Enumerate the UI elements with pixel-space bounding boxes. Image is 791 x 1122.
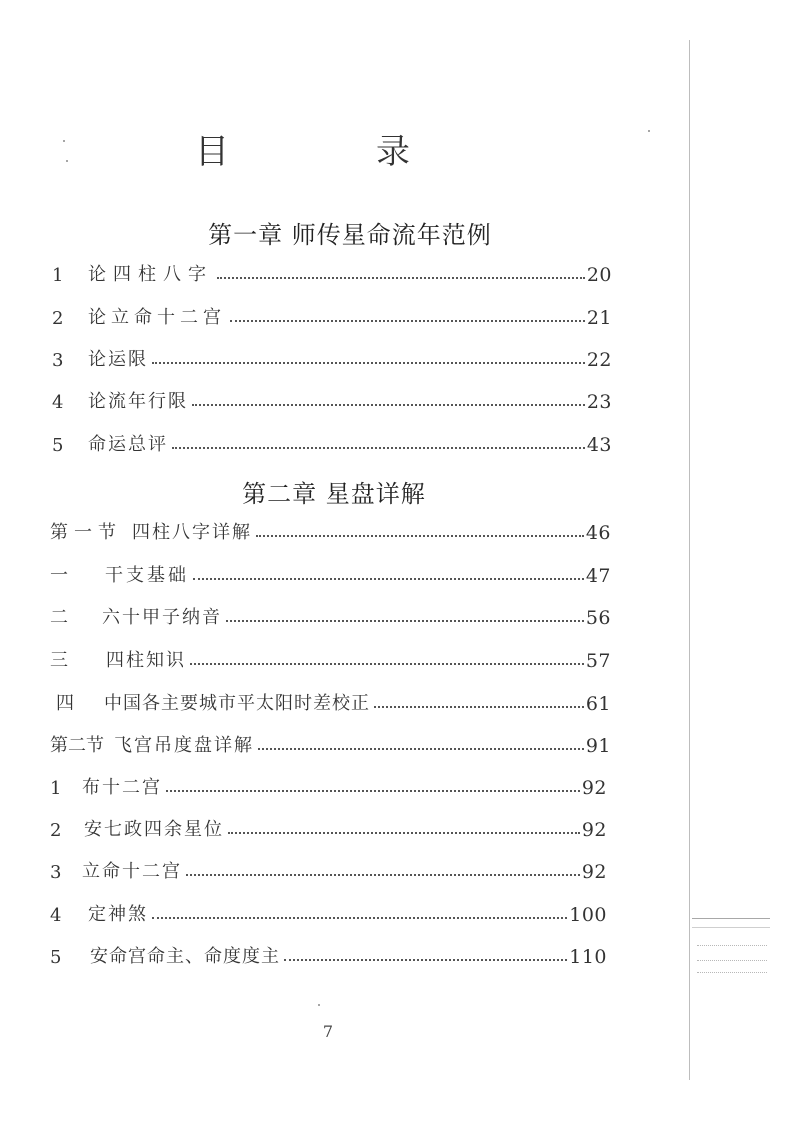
dot-leader: [192, 403, 585, 406]
toc-entry-page: 47: [585, 565, 611, 587]
toc-entry-number: 第一节: [50, 522, 122, 543]
toc-entry[interactable]: [52, 381, 612, 413]
toc-entry[interactable]: [56, 683, 611, 715]
toc-entry-title: 论四柱八字: [88, 264, 213, 285]
scan-speck: [648, 130, 650, 132]
dot-leader: [152, 916, 567, 919]
toc-entry-title: 论立命十二宫: [88, 307, 226, 328]
toc-entry-number: 第二节: [50, 735, 104, 756]
toc-entry-number: 三: [50, 650, 68, 671]
toc-entry-page: 20: [586, 264, 612, 286]
dot-leader: [186, 873, 580, 876]
toc-entry-number: 3: [52, 350, 64, 371]
toc-entry[interactable]: [50, 512, 611, 544]
toc-entry-title: 六十甲子纳音: [102, 607, 222, 628]
dot-leader: [284, 958, 567, 961]
toc-entry[interactable]: [50, 725, 611, 757]
toc-entry[interactable]: [50, 767, 607, 799]
toc-entry-page: 110: [569, 946, 607, 968]
toc-entry[interactable]: [50, 936, 607, 968]
toc-entry[interactable]: [50, 640, 611, 672]
scan-speck: [63, 140, 65, 142]
scan-artifact-band: [692, 918, 770, 928]
toc-entry-number: 5: [50, 947, 62, 968]
toc-entry-page: 56: [585, 607, 611, 629]
toc-entry-number: 1: [50, 778, 62, 799]
scan-speck: [66, 160, 68, 162]
toc-entry-number: 4: [50, 905, 62, 926]
dot-leader: [166, 789, 580, 792]
toc-entry-number: 2: [50, 820, 62, 841]
chapter-heading-1: 第一章 师传星命流年范例: [208, 221, 492, 249]
title-char-1: 目: [195, 131, 229, 172]
dot-leader: [226, 619, 584, 622]
toc-entry-number: 四: [56, 693, 74, 714]
dot-leader: [172, 446, 585, 449]
toc-entry-number: 一: [50, 565, 68, 586]
toc-entry[interactable]: [50, 597, 611, 629]
dot-leader: [217, 276, 585, 279]
page-number: 7: [322, 1022, 334, 1041]
toc-entry-number: 5: [52, 435, 64, 456]
toc-entry[interactable]: [50, 851, 607, 883]
toc-entry-title: 安命宫命主、命度度主: [90, 946, 280, 967]
toc-entry-title: 中国各主要城市平太阳时差校正: [104, 693, 370, 714]
toc-entry-title: 定神煞: [88, 904, 148, 925]
dot-leader: [152, 361, 585, 364]
toc-entry-page: 21: [586, 307, 612, 329]
toc-entry-page: 91: [585, 735, 611, 757]
toc-entry-title: 布十二宫: [82, 777, 162, 798]
scan-margin-line: [689, 40, 690, 1080]
title-char-2: 录: [376, 131, 410, 172]
scan-artifact-dots: [697, 972, 767, 973]
scan-speck: [318, 1004, 320, 1006]
toc-entry-title: 飞宫吊度盘详解: [114, 735, 254, 756]
toc-entry-title: 论运限: [88, 349, 148, 370]
toc-entry-number: 4: [52, 392, 64, 413]
toc-title: [195, 126, 410, 170]
dot-leader: [256, 534, 584, 537]
toc-entry-page: 57: [585, 650, 611, 672]
toc-entry-page: 23: [586, 391, 612, 413]
toc-entry-title: 立命十二宫: [82, 861, 182, 882]
toc-entry[interactable]: [52, 339, 612, 371]
toc-entry-page: 46: [585, 522, 611, 544]
toc-entry-page: 43: [586, 434, 612, 456]
toc-entry[interactable]: [50, 809, 607, 841]
toc-entry[interactable]: [52, 254, 612, 286]
toc-entry-page: 61: [585, 693, 611, 715]
toc-entry-page: 22: [586, 349, 612, 371]
toc-entry-page: 100: [569, 904, 607, 926]
dot-leader: [230, 319, 585, 322]
toc-entry-title: 四柱知识: [106, 650, 186, 671]
toc-entry-number: 1: [52, 265, 64, 286]
toc-entry[interactable]: [52, 297, 612, 329]
toc-entry-title: 论流年行限: [88, 391, 188, 412]
dot-leader: [190, 662, 584, 665]
scan-artifact-dots: [697, 945, 767, 946]
dot-leader: [374, 705, 584, 708]
toc-entry-title: 四柱八字详解: [132, 522, 252, 543]
toc-entry-title: 干支基础: [105, 565, 189, 586]
toc-entry-page: 92: [581, 819, 607, 841]
toc-entry[interactable]: [52, 424, 612, 456]
toc-entry-title: 安七政四余星位: [84, 819, 224, 840]
dot-leader: [193, 577, 584, 580]
dot-leader: [228, 831, 580, 834]
toc-entry[interactable]: [50, 894, 607, 926]
toc-entry[interactable]: [50, 555, 611, 587]
toc-entry-number: 3: [50, 862, 62, 883]
dot-leader: [258, 747, 584, 750]
toc-entry-page: 92: [581, 777, 607, 799]
chapter-heading-2: 第二章 星盘详解: [242, 480, 426, 508]
toc-entry-number: 二: [50, 607, 68, 628]
toc-entry-title: 命运总评: [88, 434, 168, 455]
toc-entry-number: 2: [52, 308, 64, 329]
scan-artifact-dots: [697, 960, 767, 961]
toc-entry-page: 92: [581, 861, 607, 883]
